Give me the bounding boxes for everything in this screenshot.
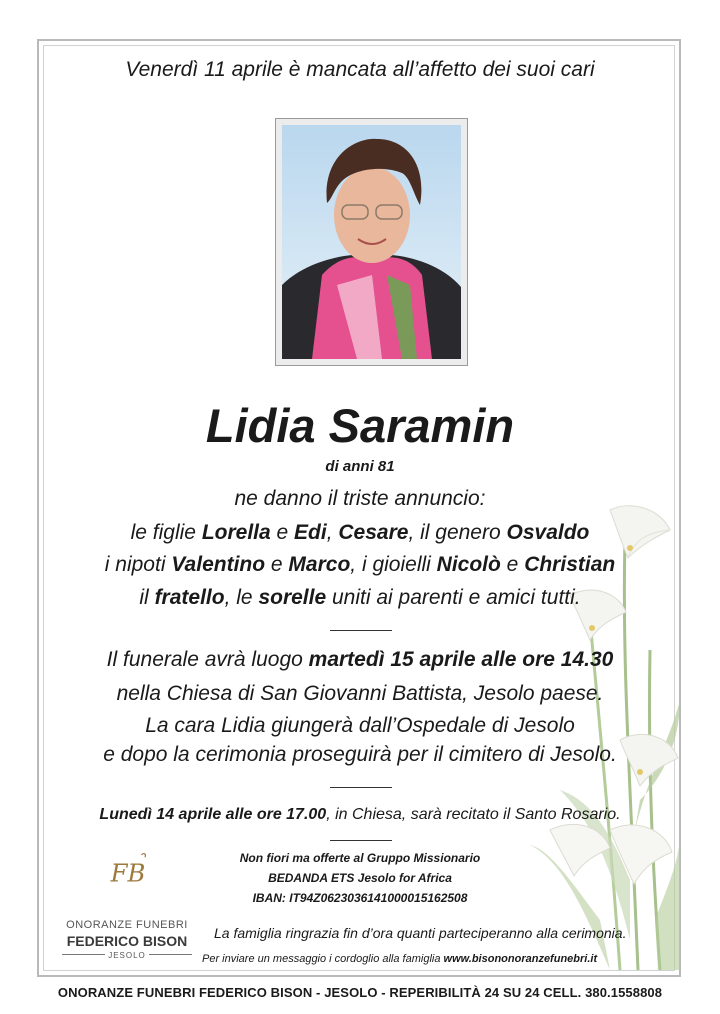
funeral-datetime: martedì 15 aprile alle ore 14.30 (308, 648, 614, 671)
separator (330, 630, 392, 631)
word-sorelle: sorelle (258, 586, 327, 609)
donation-line-1: Non fiori ma offerte al Gruppo Missionario (239, 851, 481, 865)
thanks-text: La famiglia ringrazia fin d’ora quanti parteciperanno alla cerimonia. (214, 925, 627, 941)
funeral-line-2: nella Chiesa di San Giovanni Battista, Jesolo paese. (116, 682, 604, 705)
name-edi: Edi (294, 521, 327, 544)
rosary-datetime: Lunedì 14 aprile alle ore 17.00 (99, 806, 327, 823)
deceased-name: Lidia Saramin (205, 399, 515, 452)
name-valentino: Valentino (171, 553, 266, 576)
announcement-line-1: ne danno il triste annuncio: (234, 487, 486, 510)
funeral-line-3: La cara Lidia giungerà dall’Ospedale di Jesolo (145, 714, 575, 737)
funeral-line-1: Il funerale avrà luogo martedì 15 aprile alle ore 14.30 (106, 648, 614, 671)
separator (330, 787, 392, 788)
funeral-line-4: e dopo la cerimonia proseguirà per il cimitero di Jesolo. (103, 743, 617, 766)
announcement-line-4: il fratello, le sorelle uniti ai parenti e amici tutti. (139, 586, 581, 609)
logo-line-3: JESOLO (58, 951, 196, 960)
website-link[interactable]: www.bisononoranzefunebri.it (443, 953, 598, 965)
logo-line-2: FEDERICO BISON (66, 933, 188, 949)
footer-contact: ONORANZE FUNEBRI FEDERICO BISON - JESOLO - REPERIBILITÀ 24 SU 24 CELL. 380.1558808 (57, 985, 663, 1000)
donation-iban: IBAN: IT94Z0623036141000015162508 (252, 891, 468, 905)
name-christian: Christian (524, 553, 616, 576)
name-marco: Marco (288, 553, 351, 576)
separator (330, 840, 392, 841)
portrait-frame (275, 118, 468, 366)
intro-text: Venerdì 11 aprile è mancata all’affetto dei suoi cari (125, 58, 595, 81)
announcement-line-2: le figlie Lorella e Edi, Cesare, il genero Osvaldo (130, 521, 590, 544)
age: di anni 81 (325, 458, 395, 475)
name-nicolo: Nicolò (436, 553, 501, 576)
name-osvaldo: Osvaldo (506, 521, 590, 544)
announcement-line-3: i nipoti Valentino e Marco, i gioielli Nicolò e Christian (104, 553, 616, 576)
funeral-home-logo (58, 850, 198, 920)
name-lorella: Lorella (201, 521, 271, 544)
logo-line-1: ONORANZE FUNEBRI (66, 919, 188, 931)
rosary-line: Lunedì 14 aprile alle ore 17.00, in Chiesa, sarà recitato il Santo Rosario. (99, 806, 621, 823)
donation-line-2: BEDANDA ETS Jesolo for Africa (268, 871, 452, 885)
condolence-message: Per inviare un messaggio i cordoglio alla famiglia www.bisononoranzefunebri.it (202, 953, 598, 965)
word-fratello: fratello (154, 586, 225, 609)
name-cesare: Cesare (338, 521, 409, 544)
logo-monogram: FB (110, 858, 146, 888)
portrait-photo (282, 125, 461, 359)
